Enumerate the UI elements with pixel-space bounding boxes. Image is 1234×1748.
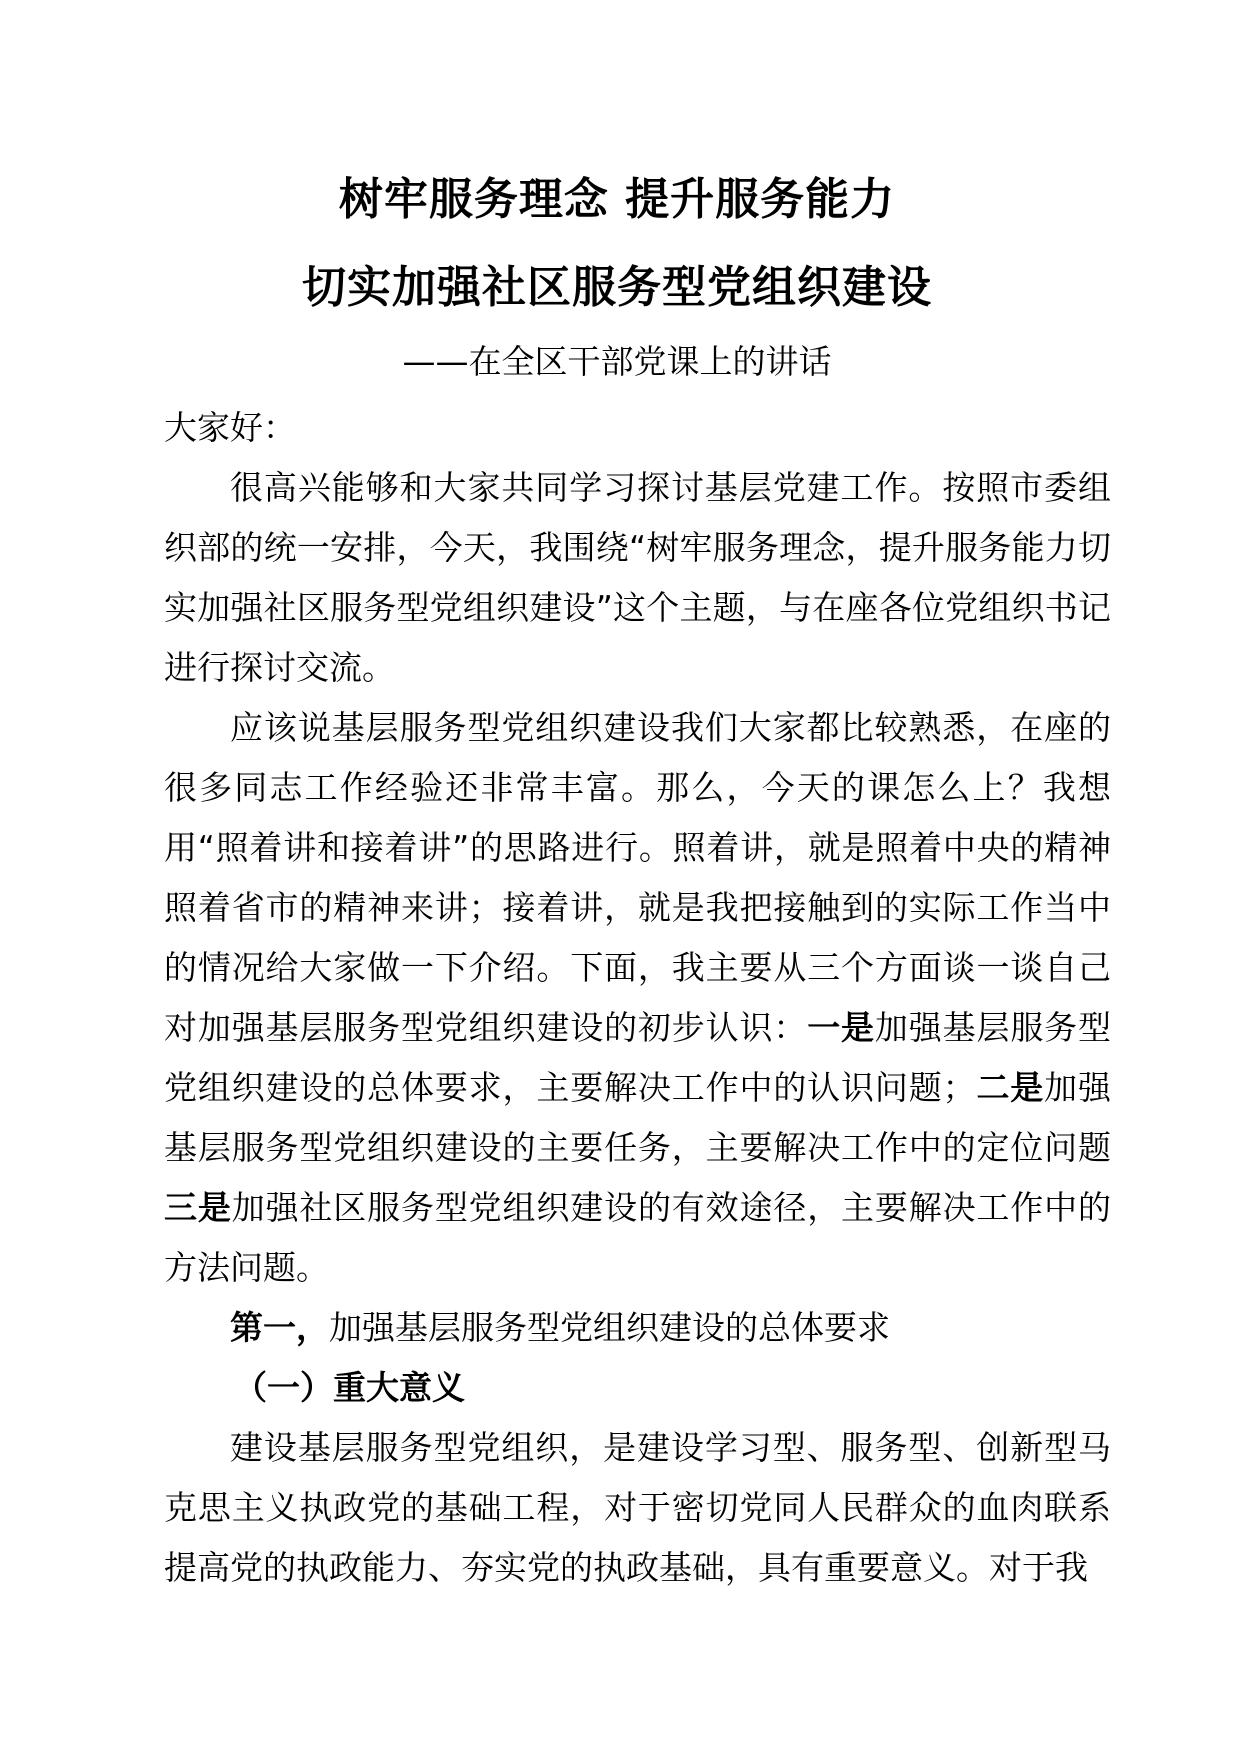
paragraph-intro: 很高兴能够和大家共同学习探讨基层党建工作。按照市委组织部的统一安排，今天，我围绕“树牢服务理念，提升服务能力切实加强社区服务型党组织建设”这个主题，与在座各位党组织书记进行探讨交流。: [164, 468, 1111, 687]
document-subtitle: ——在全区干部党课上的讲话: [402, 342, 832, 381]
section-heading-1-lead: 第一，: [230, 1308, 329, 1347]
outline-point-1-label: 一是: [807, 1008, 875, 1047]
outline-text-b: 加强基层服务型党组织建设的总体要求，主要解决工作中的认识问题；: [164, 1008, 1112, 1107]
salutation: 大家好：: [164, 408, 296, 447]
outline-text-a: 应该说基层服务型党组织建设我们大家都比较熟悉，在座的很多同志工作经验还非常丰富。那么，今天的课怎么上？我想用“照着讲和接着讲”的思路进行。照着讲，就是照着中央的精神照着省市的精神来讲；接着讲，就是我把接触到的实际工作当中的情况给大家做一下介绍。下面，我主要从三个方面谈一谈自己对加强基层服务型党组织建设的初步认识：: [164, 708, 1111, 1047]
document-body: [164, 398, 1111, 1598]
outline-point-2-label: 二是: [975, 1068, 1045, 1107]
outline-text-d: 加强社区服务型党组织建设的有效途径，主要解决工作中的方法问题。: [164, 1188, 1112, 1287]
paragraph-outline: [164, 698, 1111, 1298]
paragraph-significance: 建设基层服务型党组织，是建设学习型、服务型、创新型马克思主义执政党的基础工程，对于密切党同人民群众的血肉联系提高党的执政能力、夯实党的执政基础，具有重要意义。对于我: [164, 1428, 1111, 1587]
outline-text-c: 加强基层服务型党组织建设的主要任务，主要解决工作中的定位问题: [164, 1068, 1112, 1167]
section-heading-1-text: 加强基层服务型党组织建设的总体要求: [329, 1308, 890, 1347]
section-heading-1: [164, 1298, 1111, 1358]
outline-point-3-label: 三是: [164, 1188, 232, 1227]
document-title-line-2: 切实加强社区服务型党组织建设: [302, 262, 932, 313]
subsection-heading-1: （一）重大意义: [234, 1368, 465, 1407]
document-title-line-1: 树牢服务理念 提升服务能力: [338, 174, 896, 225]
